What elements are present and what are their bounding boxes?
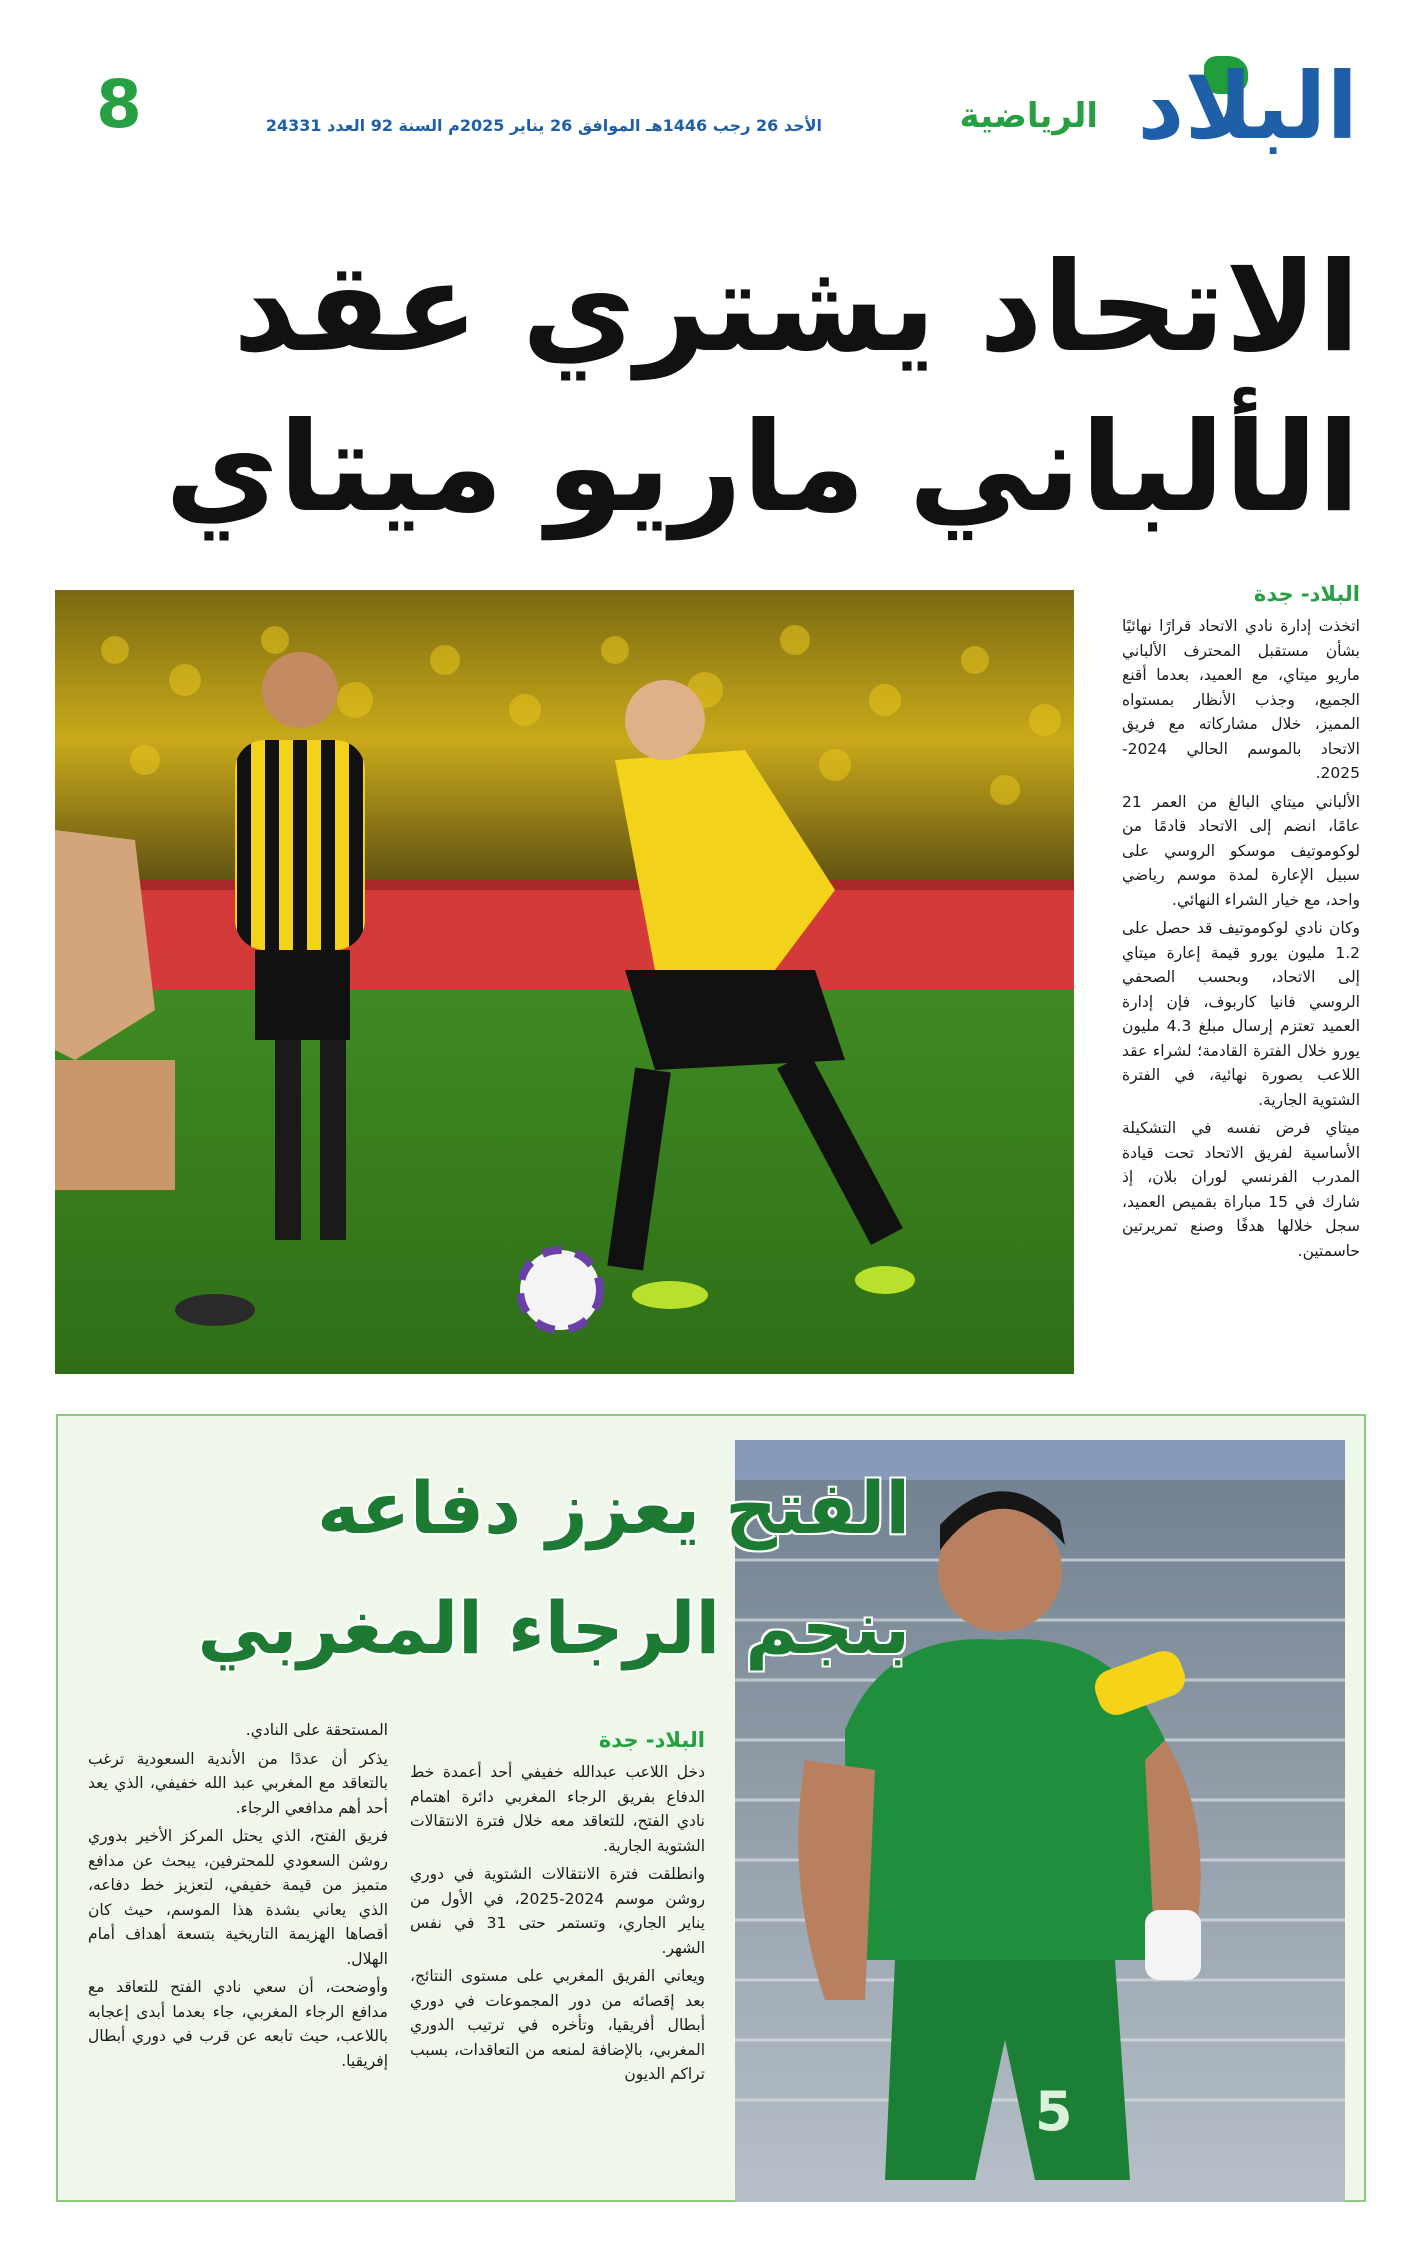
- second-paragraph: وانطلقت فترة الانتقالات الشتوية في دوري روشن موسم 2024-2025، في الأول من يناير الجاري، وتستمر حتى 31 في نفس الشهر.: [410, 1865, 705, 1957]
- second-paragraph: المستحقة على النادي.: [245, 1721, 388, 1739]
- second-article-column-1: [410, 1728, 705, 2091]
- second-paragraph: فريق الفتح، الذي يحتل المركز الأخير بدوري روشن السعودي للمحترفين، يبحث عن مدافع متميز من قيمة خفيفي، لتعزيز خط دفاعه، الذي يعاني بشدة هذا الموسم، حيث كان أقصاها الهزيمة التاريخية بتسعة أهداف أمام الهلال.: [88, 1827, 388, 1968]
- newspaper-logo: [1118, 52, 1358, 164]
- second-byline: البلاد- جدة: [598, 1728, 705, 1752]
- second-article-column-2: [88, 1718, 388, 2077]
- main-headline: [60, 228, 1360, 548]
- second-paragraph: يذكر أن عددًا من الأندية السعودية ترغب بالتعاقد مع المغربي عبد الله خفيفي، الذي يعد أحد أهم مدافعي الرجاء.: [88, 1749, 388, 1817]
- dateline: الأحد 26 رجب 1446هـ الموافق 26 يناير 2025م السنة 92 العدد 24331: [265, 116, 822, 135]
- main-headline-line2: الألباني ماريو ميتاي: [165, 396, 1360, 540]
- second-paragraph: وأوضحت، أن سعي نادي الفتح للتعاقد مع مدافع الرجاء المغربي، جاء بعدما أبدى إعجابه باللاعب، حيث تابعه عن قرب في دوري أبطال إفريقيا.: [88, 1978, 388, 2070]
- svg-text:5: 5: [1035, 2080, 1073, 2143]
- second-headline-line1: الفتح يعزز دفاعه: [317, 1466, 910, 1550]
- main-byline: البلاد- جدة: [1253, 582, 1360, 606]
- second-paragraph: دخل اللاعب عبدالله خفيفي أحد أعمدة خط الدفاع بفريق الرجاء المغربي دائرة اهتمام نادي الفتح، للتعاقد معه خلال فترة الانتقالات الشتوية الجارية.: [410, 1763, 705, 1855]
- second-headline-line2: بنجم الرجاء المغربي: [197, 1586, 910, 1670]
- page-number: 8: [96, 66, 142, 143]
- main-paragraph: الألباني ميتاي البالغ من العمر 21 عامًا، انضم إلى الاتحاد قادمًا من لوكوموتيف موسكو الروسي على سبيل الإعارة لمدة موسم رياضي واحد، مع خيار الشراء النهائي.: [1122, 792, 1360, 909]
- main-paragraph: وكان نادي لوكوموتيف قد حصل على 1.2 مليون يورو قيمة إعارة ميتاي إلى الاتحاد، وبحسب الصحفي الروسي فانيا كاربوف، فإن إدارة العميد تعتزم إرسال مبلغ 4.3 مليون يورو خلال الفترة القادمة؛ لشراء عقد اللاعب بصورة نهائية، في الفترة الشتوية الجارية.: [1122, 919, 1360, 1109]
- second-paragraph: ويعاني الفريق المغربي على مستوى النتائج، بعد إقصائه من دور المجموعات في دوري أبطال أفريقيا، وتأخره في ترتيب الدوري المغربي، بالإضافة لمنعه من التعاقدات، بسبب تراكم الديون: [410, 1967, 705, 2083]
- main-paragraph: اتخذت إدارة نادي الاتحاد قرارًا نهائيًا بشأن مستقبل المحترف الألباني ماريو ميتاي، مع العميد، بعدما أقنع الجميع، وجذب الأنظار بمستواه المميز، خلال مشاركاته مع فريق الاتحاد بالموسم الحالي 2024-2025.: [1122, 617, 1360, 782]
- match-photo: [55, 590, 1074, 1374]
- second-headline: [90, 1448, 910, 1688]
- logo-text: البلاد: [1137, 53, 1358, 160]
- main-headline-line1: الاتحاد يشتري عقد: [232, 236, 1360, 380]
- main-paragraph: ميتاي فرض نفسه في التشكيلة الأساسية لفريق الاتحاد تحت قيادة المدرب الفرنسي لوران بلان، إذ شارك في 15 مباراة بقميص العميد، سجل خلالها هدفًا وصنع تمريرتين حاسمتين.: [1122, 1119, 1360, 1260]
- section-title: الرياضية: [959, 96, 1098, 136]
- main-article: [1122, 582, 1360, 1267]
